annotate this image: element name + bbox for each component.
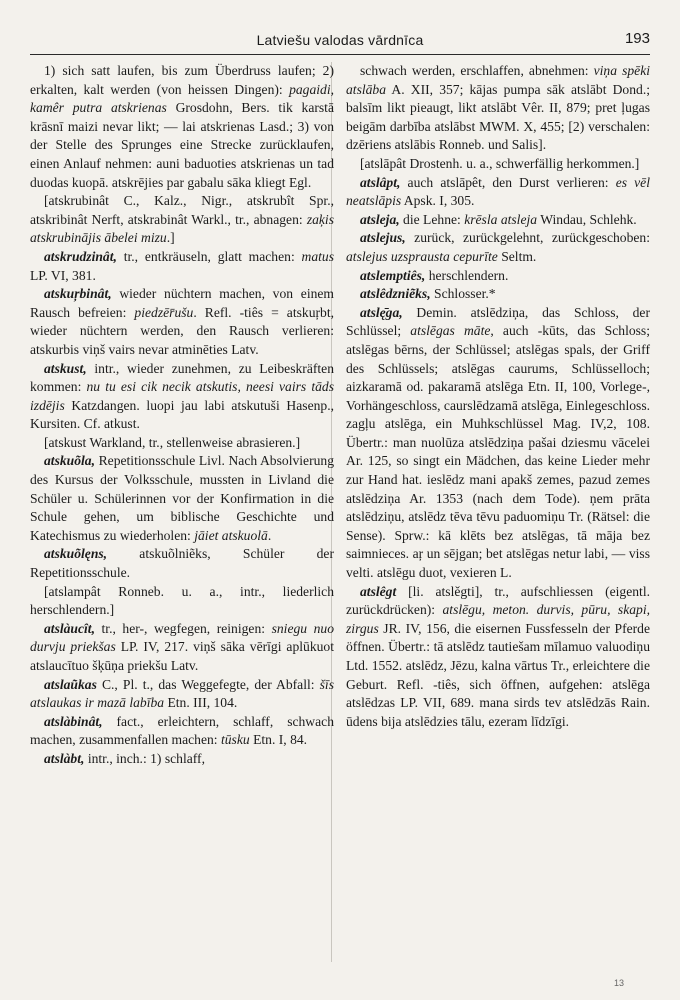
entry-text: fact., erleichtern, schlaff, schwach machen, zusammenfallen machen: — [30, 713, 334, 748]
entry-text: C., Pl. t., das Weggefegte, der Abfall: — [96, 676, 320, 692]
entry-example: atslēgas māte — [410, 323, 491, 339]
dictionary-entry — [30, 192, 334, 248]
left-column — [30, 62, 334, 769]
dictionary-entry — [30, 676, 334, 713]
dictionary-entry — [30, 62, 334, 192]
dictionary-entry — [30, 750, 334, 769]
entry-text: Demin. atslēdziņa, das Schloss, der Schlüssel; — [346, 304, 650, 339]
entry-example: krēsla atsleja — [464, 211, 538, 227]
entry-text: Repetitionsschule Livl. Nach Absolvierung des Kursus der Volksschule, mussten in Livland die Schüler u. Schülerinnen vor der Konfirmation in die Schule gehen, um biblische Geschichte und Katechismus zu wiederholen: — [30, 453, 334, 543]
dictionary-entry — [346, 174, 650, 211]
entry-example: šīs atslaukas ir mazā labība — [30, 676, 334, 711]
entry-continuation: Katzdangen. luopi jau labi atskutuši Hasenp., Kursiten. Cf. atkust. — [30, 397, 334, 432]
entry-example: matus — [301, 248, 334, 264]
dictionary-entry — [346, 62, 650, 155]
entry-headword: atslêgt — [360, 583, 397, 599]
entry-example: tūsku — [220, 732, 250, 748]
entry-headword: atslę̄ga, — [360, 304, 403, 320]
dictionary-entry — [30, 248, 334, 285]
dictionary-entry — [346, 155, 650, 174]
right-column — [346, 62, 650, 731]
dictionary-entry — [346, 304, 650, 583]
dictionary-entry — [30, 545, 334, 582]
entry-headword: atslâpt, — [360, 174, 401, 190]
entry-example: sniegu nuo durvju priekšas — [30, 620, 334, 655]
entry-text: die Lehne: — [399, 211, 465, 227]
dictionary-entry — [30, 713, 334, 750]
entry-continuation: .] — [166, 230, 175, 246]
dictionary-entry — [30, 583, 334, 620]
entry-continuation: JR. IV, 156, die eisernen Fussfesseln der Pferde öffnen. Übertr.: tā atslēdz tautiešam mīlamuo valuodiņu Ltd. 1552. atslēdz, Jēzu, kalna vārtus Tr., erleichtere die Geburt. Refl. -tiês, sich öffnen, aufgehen: atslēga atslēdzas LP. VII, 689. mana sirds tev atslēdzās Rain. ūdens bija atslēdzies tālu, ezeram līdzīgi. — [346, 620, 650, 729]
dictionary-entry — [30, 360, 334, 434]
entry-continuation: Windau, Schlehk. — [537, 211, 637, 227]
entry-text: [atskrubinât C., Kalz., Nigr., atskrubît Spr., atskribinât Nerft, atskrabinât Warkl., tr., abnagen: — [30, 193, 334, 227]
dictionary-entry — [346, 229, 650, 266]
dictionary-entry — [346, 285, 650, 304]
dictionary-entry — [30, 452, 334, 545]
entry-continuation: A. XII, 357; kājas pumpa sāk atslābt Dond.; balsīm likt pieaugt, likt atslābt Vêr. II, 879; pret ļugas beigām darbība atslābst MWM. X, 455; [2) verschalen: dzēriens atslābis Ronneb. und Salis]. — [346, 81, 650, 153]
entry-headword: atsleja, — [360, 211, 400, 227]
entry-headword: atslàucît, — [44, 620, 95, 636]
entry-example: viņa spēki atslāba — [346, 63, 651, 97]
dictionary-entry — [346, 583, 650, 732]
entry-continuation: Apsk. I, 305. — [401, 193, 475, 209]
entry-text: intr., wieder zunehmen, zu Leibeskräften kommen: — [30, 360, 334, 395]
entry-continuation: , auch -kūts, das Schloss; atslēgas bērns, der Schlüssel; atslēgas spals, der Griff des Schlüssels; atslēgas caurums, Schlüsselloch; aizkaramā od. pakaramā atslēga Etn. II, 100, Vorlege-, Vorhängeschloss, caurslēdzamā atslēga, Einlegeschloss. zagļu atslēga, ein Muhkschlüssel Mag. IV,2, 108. Übertr.: man nuolūza atslēdziņa pašai dziesmu vācelei Ar. 125, so singt ein Mädchen, das keine Lieder mehr zur Hand hat. ieslēdz mani apakš zemes, pazud zemes atslēdziņa Ar. 1353 (nach dem Tode). ņem prāta atslēdziņu, atslēdz tēva tēvu paduomiņu Tr. (Rätsel: die Sense). Sprw.: kā klēts bez atslēgas, tā māja bez saimnieces. aŗ un sējgan; bet atslēgas netur labi, — viss velti. atslēgu duot, vexieren L. — [346, 323, 651, 581]
entry-headword: atskrudzinât, — [44, 248, 117, 264]
dictionary-entry — [346, 211, 650, 230]
entry-example: pagaidi, kamêr putra atskrienas — [30, 81, 334, 116]
entry-text: Schlosser.* — [430, 286, 496, 302]
entry-headword: atslemptiês, — [360, 267, 426, 283]
entry-example: atslejus uzsprausta cepurīte — [346, 248, 498, 264]
entry-text: [atskust Warkland, tr., stellenweise abrasieren.] — [44, 434, 301, 450]
entry-headword: atslàbt, — [44, 750, 85, 766]
entry-example: nu tu esi cik necik atskutis, neesi vairs tāds izdējis — [30, 379, 334, 413]
entry-text: auch atslāpêt, den Durst verlieren: — [400, 174, 616, 190]
entry-continuation: Seltm. — [497, 248, 537, 264]
entry-example: jāiet atskuolā — [194, 527, 268, 543]
entry-text: schwach werden, erschlaffen, abnehmen: — [360, 63, 594, 78]
dictionary-entry — [30, 434, 334, 453]
entry-headword: atskuõla, — [44, 453, 95, 469]
entry-continuation: . Refl. -tiês = atskuŗbt, wieder nüchtern werden, den Rausch verlieren: atskurbis viņš vairs nevar atminēties Latv. — [30, 304, 334, 357]
entry-text: [li. atslěgti], tr., aufschliessen (eigentl. zurückdrücken): — [346, 583, 650, 618]
entry-continuation: . — [267, 527, 272, 543]
entry-example: zaķis atskrubinājis ābelei mizu — [30, 211, 334, 246]
entry-text: intr., inch.: 1) schlaff, — [84, 750, 205, 766]
entry-headword: atslejus, — [360, 230, 406, 246]
dictionary-entry — [30, 620, 334, 676]
entry-continuation: Etn. III, 104. — [164, 695, 238, 711]
entry-text: [atslampât Ronneb. u. a., intr., liederlich herschlendern.] — [30, 583, 334, 618]
page-header — [30, 30, 650, 55]
entry-continuation: Grosdohn, Bers. tik karstā krāsnī maizi nevar likt; — lai atskrienas Lasd.; 3) von der Stelle des Sprunges eine Strecke zurücklaufen, einen Anlauf nehmen: auni baduoties atskrienas un tad duodas kuopā. atskrējies par gabalu sāka kliegt Egl. — [30, 100, 334, 190]
entry-continuation: LP. VI, 381. — [30, 267, 96, 283]
entry-continuation: Etn. I, 84. — [249, 732, 308, 748]
entry-example: es vēl neatslāpis — [346, 174, 650, 209]
entry-text: herschlendern. — [425, 267, 509, 283]
entry-headword: atslêdzniẽks, — [360, 286, 431, 302]
entry-headword: atskust, — [44, 360, 87, 376]
entry-headword: atskuŗbinât, — [44, 286, 112, 302]
dictionary-entry — [30, 285, 334, 359]
entry-text: 1) sich satt laufen, bis zum Überdruss laufen; 2) erkalten, kalt werden (von heissen Dingen): — [30, 63, 334, 97]
entry-text: atskuõlniẽks, Schüler der Repetitionsschule. — [30, 546, 334, 581]
entry-text: zurück, zurückgelehnt, zurückgeschoben: — [405, 230, 650, 246]
entry-continuation: LP. IV, 217. viņš sāka vērīgi aplūkuot atslaucītuo šķūņa priekšu Latv. — [30, 639, 334, 673]
page-number: 193 — [624, 30, 650, 47]
entry-example: atslēgu, meton. durvis, pūru, skapi, zirgus — [346, 602, 651, 636]
entry-text: wieder nüchtern machen, von einem Rausch befreien: — [30, 286, 334, 320]
entry-headword: atslàbinât, — [44, 713, 103, 729]
entry-text: [atslāpât Drostenh. u. a., schwerfällig herkommen.] — [360, 155, 640, 171]
printer-signature: 13 — [613, 978, 624, 988]
entry-text: tr., her-, wegfegen, reinigen: — [94, 620, 272, 636]
entry-text: tr., entkräuseln, glatt machen: — [116, 248, 302, 264]
entry-headword: atskuõlęns, — [44, 546, 108, 562]
entry-example: piedzēr̄ušu — [134, 304, 194, 320]
running-head: Latviešu valodas vārdnīca — [256, 32, 424, 48]
entry-headword: atslaũkas — [44, 676, 97, 692]
dictionary-entry — [346, 267, 650, 286]
